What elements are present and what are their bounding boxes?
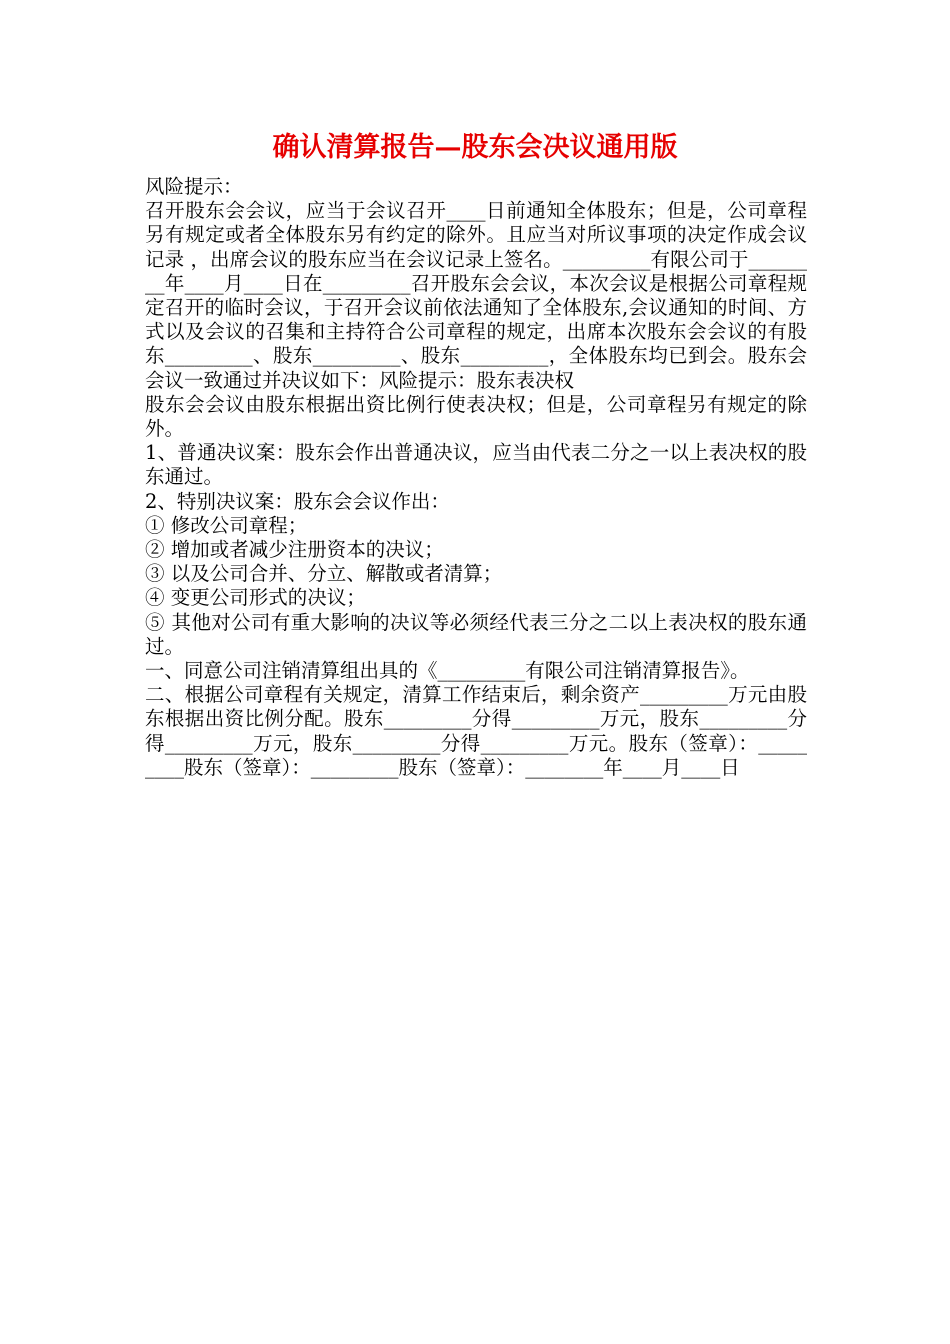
list-item-merger-dissolution: ③ 以及公司合并、分立、解散或者清算； — [145, 562, 503, 586]
document-title: 确认清算报告—股东会决议通用版 — [272, 132, 678, 163]
paragraph-special-resolution: 2、特别决议案：股东会会议作出： — [145, 489, 450, 513]
paragraph-resolution-two: 二、根据公司章程有关规定，清算工作结束后，剩余资产_________万元由股东根据出资比例分配。股东_________分得_________万元，股东_________分得_________万元，股东_________分得_________万元。股东（签章）：_________股东（签章）：_________股东（签章）：________年____月____日 — [145, 683, 807, 779]
paragraph-risk-heading: 风险提示： — [145, 175, 243, 198]
list-item-other-major: ⑤ 其他对公司有重大影响的决议等必须经代表三分之二以上表决权的股东通过。 — [145, 610, 807, 658]
document-body — [145, 175, 807, 780]
list-item-amend-articles: ① 修改公司章程； — [145, 513, 308, 537]
list-item-company-form: ④ 变更公司形式的决议； — [145, 586, 366, 610]
list-item-capital-change: ② 增加或者减少注册资本的决议； — [145, 538, 444, 562]
paragraph-meeting-notice: 召开股东会会议，应当于会议召开____日前通知全体股东；但是，公司章程另有规定或者全体股东另有约定的除外。且应当对所议事项的决定作成会议记录 ，出席会议的股东应当在会议记录上签名。_________有限公司于________年____月____日在_________召开股东会会议，本次会议是根据公司章程规定召开的临时会议，于召开会议前依法通知了全体股东,会议通知的时间、方式以及会议的召集和主持符合公司章程的规定，出席本次股东会会议的有股东_________、股东_________、股东_________，全体股东均已到会。股东会会议一致通过并决议如下：风险提示：股东表决权 — [145, 199, 807, 392]
paragraph-voting-rights: 股东会会议由股东根据出资比例行使表决权；但是，公司章程另有规定的除外。 — [145, 392, 807, 441]
paragraph-resolution-one: 一、同意公司注销清算组出具的《_________有限公司注销清算报告》。 — [145, 659, 750, 683]
paragraph-ordinary-resolution: 1、普通决议案：股东会作出普通决议，应当由代表二分之一以上表决权的股东通过。 — [145, 441, 807, 489]
